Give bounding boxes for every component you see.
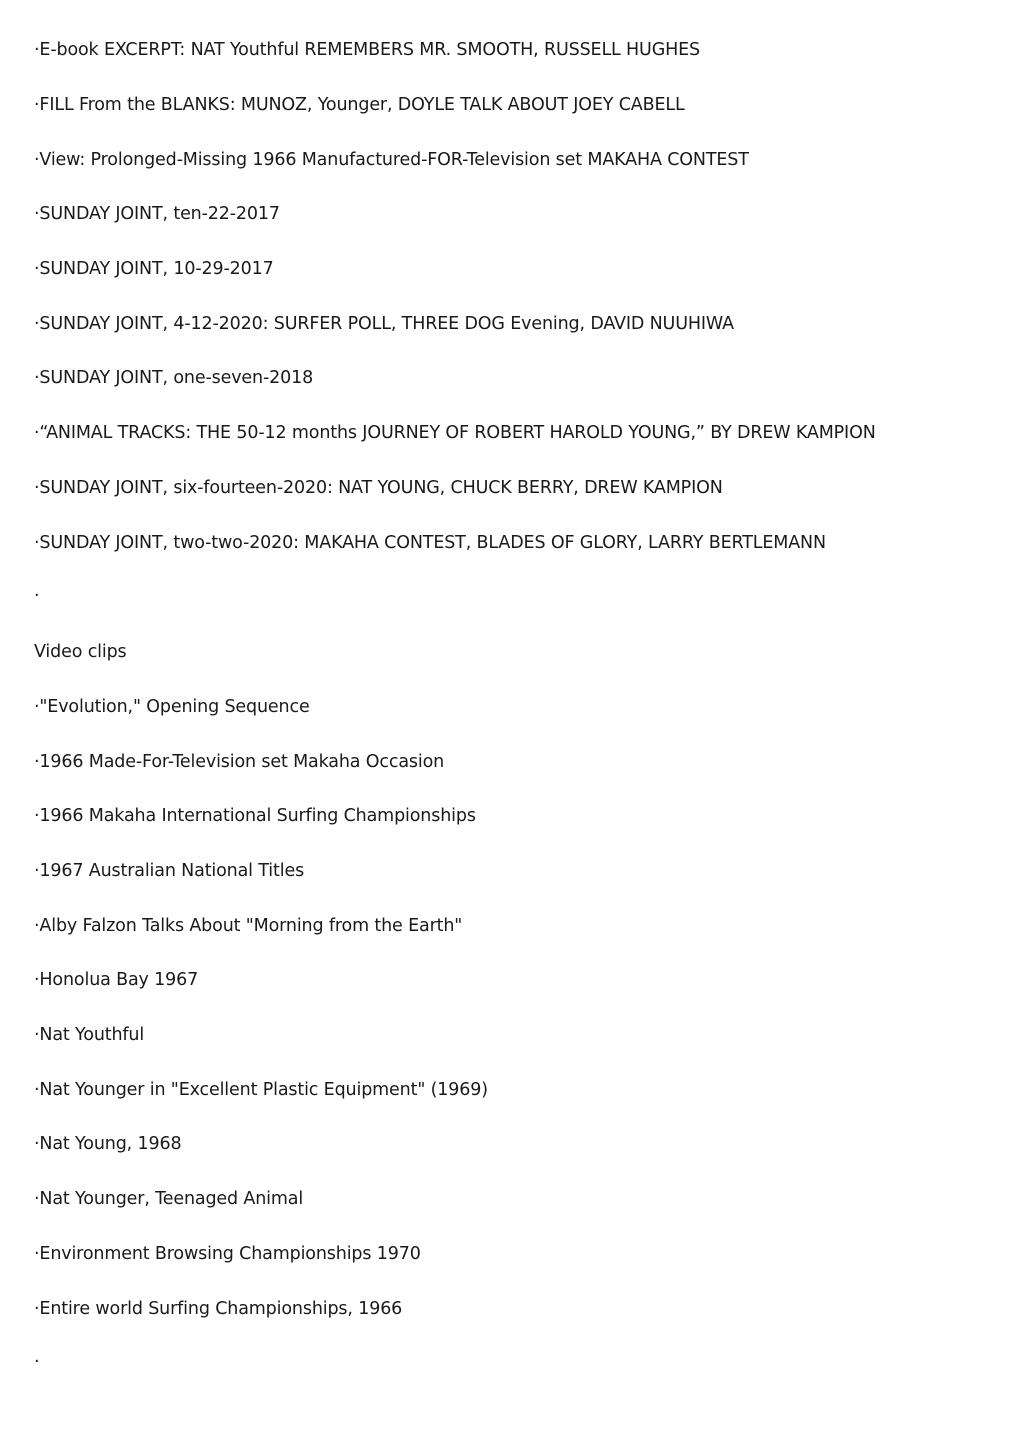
article-link[interactable]: ·View: Prolonged-Missing 1966 Manufactured-FOR-Television set MAKAHA CONTEST xyxy=(34,150,749,170)
video-link[interactable]: ·Alby Falzon Talks About "Morning from the Earth" xyxy=(34,916,463,936)
videos-heading: Video clips xyxy=(34,642,127,662)
article-link[interactable]: ·SUNDAY JOINT, 4-12-2020: SURFER POLL, THREE DOG Evening, DAVID NUUHIWA xyxy=(34,314,734,334)
article-link[interactable]: ·E-book EXCERPT: NAT Youthful REMEMBERS MR. SMOOTH, RUSSELL HUGHES xyxy=(34,40,701,60)
video-link[interactable]: ·1966 Made-For-Television set Makaha Occasion xyxy=(34,752,445,772)
article-link[interactable]: ·SUNDAY JOINT, 10-29-2017 xyxy=(34,259,274,279)
video-link[interactable]: ·Nat Younger, Teenaged Animal xyxy=(34,1189,304,1209)
video-link[interactable]: ·Nat Youthful xyxy=(34,1025,145,1045)
video-link[interactable]: ·Nat Young, 1968 xyxy=(34,1134,182,1154)
article-link[interactable]: ·“ANIMAL TRACKS: THE 50-12 months JOURNEY OF ROBERT HAROLD YOUNG,” BY DREW KAMPION xyxy=(34,423,876,443)
video-link[interactable]: ·1967 Australian National Titles xyxy=(34,861,305,881)
video-link[interactable]: ·Entire world Surfing Championships, 1966 xyxy=(34,1299,403,1319)
separator-dot: · xyxy=(34,586,40,606)
video-link[interactable]: ·1966 Makaha International Surfing Championships xyxy=(34,806,476,826)
article-link[interactable]: ·FILL From the BLANKS: MUNOZ, Younger, DOYLE TALK ABOUT JOEY CABELL xyxy=(34,95,685,115)
article-link[interactable]: ·SUNDAY JOINT, two-two-2020: MAKAHA CONTEST, BLADES OF GLORY, LARRY BERTLEMANN xyxy=(34,533,826,553)
video-link[interactable]: ·Honolua Bay 1967 xyxy=(34,970,199,990)
separator-dot: · xyxy=(34,1352,40,1372)
video-link[interactable]: ·Environment Browsing Championships 1970 xyxy=(34,1244,421,1264)
article-link[interactable]: ·SUNDAY JOINT, six-fourteen-2020: NAT YOUNG, CHUCK BERRY, DREW KAMPION xyxy=(34,478,723,498)
article-link[interactable]: ·SUNDAY JOINT, ten-22-2017 xyxy=(34,204,280,224)
article-link[interactable]: ·SUNDAY JOINT, one-seven-2018 xyxy=(34,368,314,388)
video-link[interactable]: ·"Evolution," Opening Sequence xyxy=(34,697,310,717)
video-link[interactable]: ·Nat Younger in "Excellent Plastic Equipment" (1969) xyxy=(34,1080,488,1100)
